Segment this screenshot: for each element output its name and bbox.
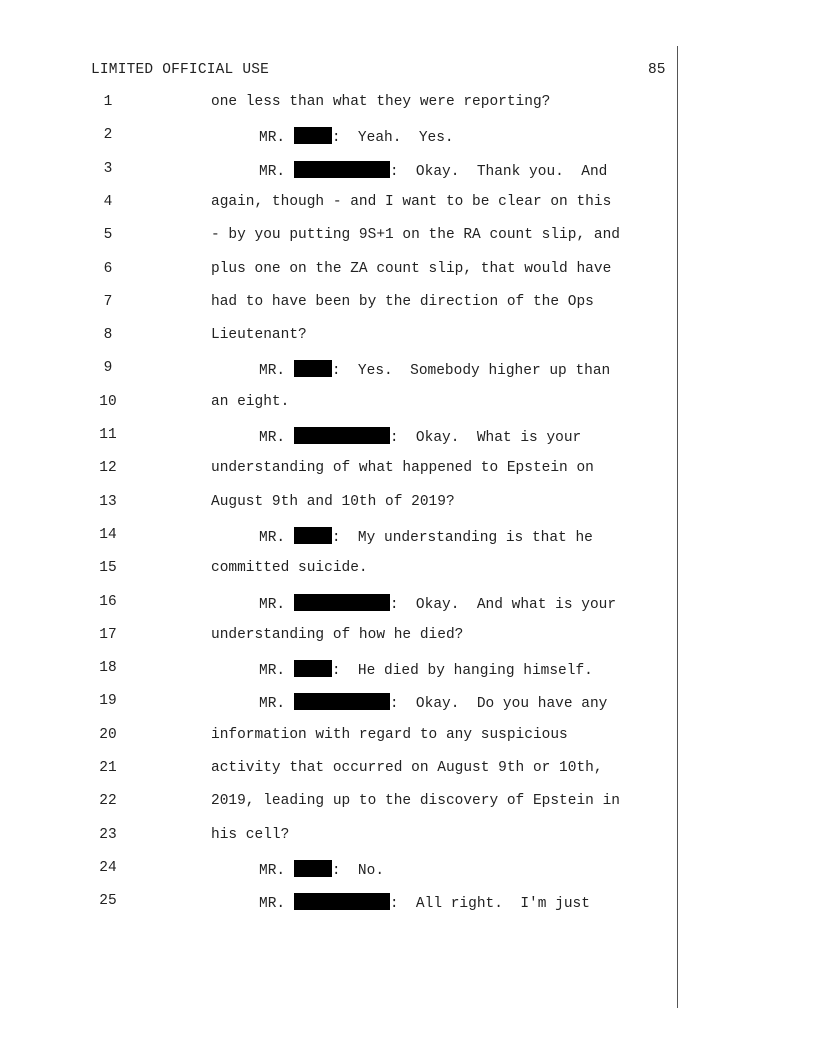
- speaker-prefix: MR.: [259, 363, 294, 380]
- redaction-box: [294, 660, 332, 677]
- transcript-line: [0, 460, 670, 484]
- line-text: [259, 660, 593, 679]
- right-margin-rule: [677, 46, 678, 1008]
- line-number: 3: [103, 160, 113, 177]
- transcript-line: [0, 860, 670, 884]
- line-text: [211, 494, 455, 510]
- spoken-text: : Yeah. Yes.: [331, 130, 454, 147]
- speaker-prefix: MR.: [259, 862, 294, 879]
- transcript-line: [0, 394, 670, 418]
- redaction-box: [294, 161, 390, 178]
- line-number: 15: [99, 560, 117, 577]
- redaction-box: [294, 893, 390, 910]
- line-number: 16: [99, 593, 117, 610]
- line-text: [259, 693, 607, 712]
- line-text: [211, 727, 568, 743]
- line-number: 22: [99, 793, 117, 810]
- transcript-line: [0, 360, 670, 384]
- line-number: 25: [99, 893, 117, 910]
- line-content: understanding of how he died?: [211, 626, 464, 643]
- speaker-prefix: MR.: [259, 596, 294, 613]
- redaction-box: [294, 594, 390, 611]
- redaction-box: [294, 527, 332, 544]
- line-text: [211, 627, 463, 643]
- spoken-text: : Okay. And what is your: [389, 596, 617, 613]
- transcript-line: [0, 627, 670, 651]
- spoken-text: : Yes. Somebody higher up than: [331, 363, 611, 380]
- spoken-text: : Okay. Do you have any: [389, 696, 608, 713]
- spoken-text: : No.: [331, 862, 385, 879]
- spoken-text: : My understanding is that he: [331, 529, 593, 546]
- line-content: August 9th and 10th of 2019?: [211, 493, 455, 510]
- line-number: 20: [99, 726, 117, 743]
- line-number: 24: [99, 859, 117, 876]
- line-number: 5: [103, 227, 113, 244]
- page-number: 85: [648, 62, 666, 78]
- transcript-line: [0, 660, 670, 684]
- line-number: 19: [99, 693, 117, 710]
- line-content: an eight.: [211, 393, 290, 410]
- line-content: had to have been by the direction of the Ops: [211, 293, 594, 310]
- line-number: 9: [103, 360, 113, 377]
- transcript-line: [0, 227, 670, 251]
- line-content: one less than what they were reporting?: [211, 94, 551, 110]
- line-number: 12: [99, 460, 117, 477]
- line-content: his cell?: [211, 826, 290, 843]
- line-content: 2019, leading up to the discovery of Epstein in: [211, 793, 620, 810]
- line-text: [211, 294, 594, 310]
- line-content: committed suicide.: [211, 560, 368, 577]
- line-number: 7: [103, 293, 113, 310]
- classification-header: LIMITED OFFICIAL USE: [91, 62, 270, 78]
- transcript-line: [0, 327, 670, 351]
- line-number: 14: [99, 526, 117, 543]
- transcript-line: [0, 261, 670, 285]
- transcript-line: [0, 427, 670, 451]
- line-number: 17: [99, 626, 117, 643]
- line-text: [211, 827, 289, 843]
- speaker-prefix: MR.: [259, 163, 294, 180]
- line-content: plus one on the ZA count slip, that would have: [211, 260, 612, 277]
- line-text: [211, 94, 550, 110]
- line-text: [259, 161, 607, 180]
- line-number: 6: [103, 260, 113, 277]
- line-text: [259, 360, 610, 379]
- line-number: 11: [99, 427, 117, 443]
- spoken-text: : Okay. Thank you. And: [389, 163, 608, 180]
- transcript-line: [0, 827, 670, 851]
- redaction-box: [294, 427, 390, 444]
- speaker-prefix: MR.: [259, 130, 294, 147]
- line-text: [259, 594, 616, 613]
- line-text: [211, 227, 620, 243]
- line-text: [211, 394, 289, 410]
- transcript-line: [0, 727, 670, 751]
- line-content: again, though - and I want to be clear on this: [211, 193, 612, 210]
- line-text: [211, 793, 620, 809]
- transcript-line: [0, 161, 670, 185]
- transcript-line: [0, 793, 670, 817]
- line-content: - by you putting 9S+1 on the RA count slip, and: [211, 227, 620, 244]
- redaction-box: [294, 693, 390, 710]
- transcript-line: [0, 294, 670, 318]
- transcript-line: [0, 760, 670, 784]
- line-number: 8: [103, 327, 113, 344]
- speaker-prefix: MR.: [259, 696, 294, 713]
- line-text: [259, 893, 590, 912]
- speaker-prefix: MR.: [259, 430, 294, 446]
- line-number: 1: [103, 94, 113, 110]
- line-text: [259, 127, 454, 146]
- line-content: Lieutenant?: [211, 327, 307, 344]
- speaker-prefix: MR.: [259, 896, 294, 913]
- line-text: [211, 261, 611, 277]
- line-number: 23: [99, 826, 117, 843]
- line-number: 13: [99, 493, 117, 510]
- spoken-text: : All right. I'm just: [389, 896, 590, 913]
- line-text: [211, 460, 594, 476]
- transcript-line: [0, 494, 670, 518]
- transcript-line: [0, 127, 670, 151]
- line-content: information with regard to any suspicious: [211, 726, 568, 743]
- redaction-box: [294, 860, 332, 877]
- transcript-line: [0, 893, 670, 917]
- speaker-prefix: MR.: [259, 663, 294, 680]
- line-text: [259, 527, 593, 546]
- line-number: 18: [99, 660, 117, 677]
- transcript-line: [0, 94, 670, 118]
- line-text: [211, 760, 603, 776]
- line-text: [211, 194, 611, 210]
- spoken-text: : Okay. What is your: [389, 430, 582, 446]
- redaction-box: [294, 360, 332, 377]
- redaction-box: [294, 127, 332, 144]
- line-text: [211, 560, 368, 576]
- line-number: 2: [103, 127, 113, 144]
- line-content: understanding of what happened to Epstein on: [211, 460, 594, 477]
- transcript-line: [0, 693, 670, 717]
- line-number: 10: [99, 393, 117, 410]
- line-number: 21: [99, 760, 117, 776]
- transcript-line: [0, 527, 670, 551]
- line-number: 4: [103, 193, 113, 210]
- spoken-text: : He died by hanging himself.: [331, 663, 593, 680]
- transcript-line: [0, 594, 670, 618]
- line-text: [259, 427, 581, 446]
- speaker-prefix: MR.: [259, 529, 294, 546]
- transcript-line: [0, 194, 670, 218]
- line-text: [211, 327, 307, 343]
- transcript-line: [0, 560, 670, 584]
- line-text: [259, 860, 384, 879]
- line-content: activity that occurred on August 9th or 10th,: [211, 760, 603, 776]
